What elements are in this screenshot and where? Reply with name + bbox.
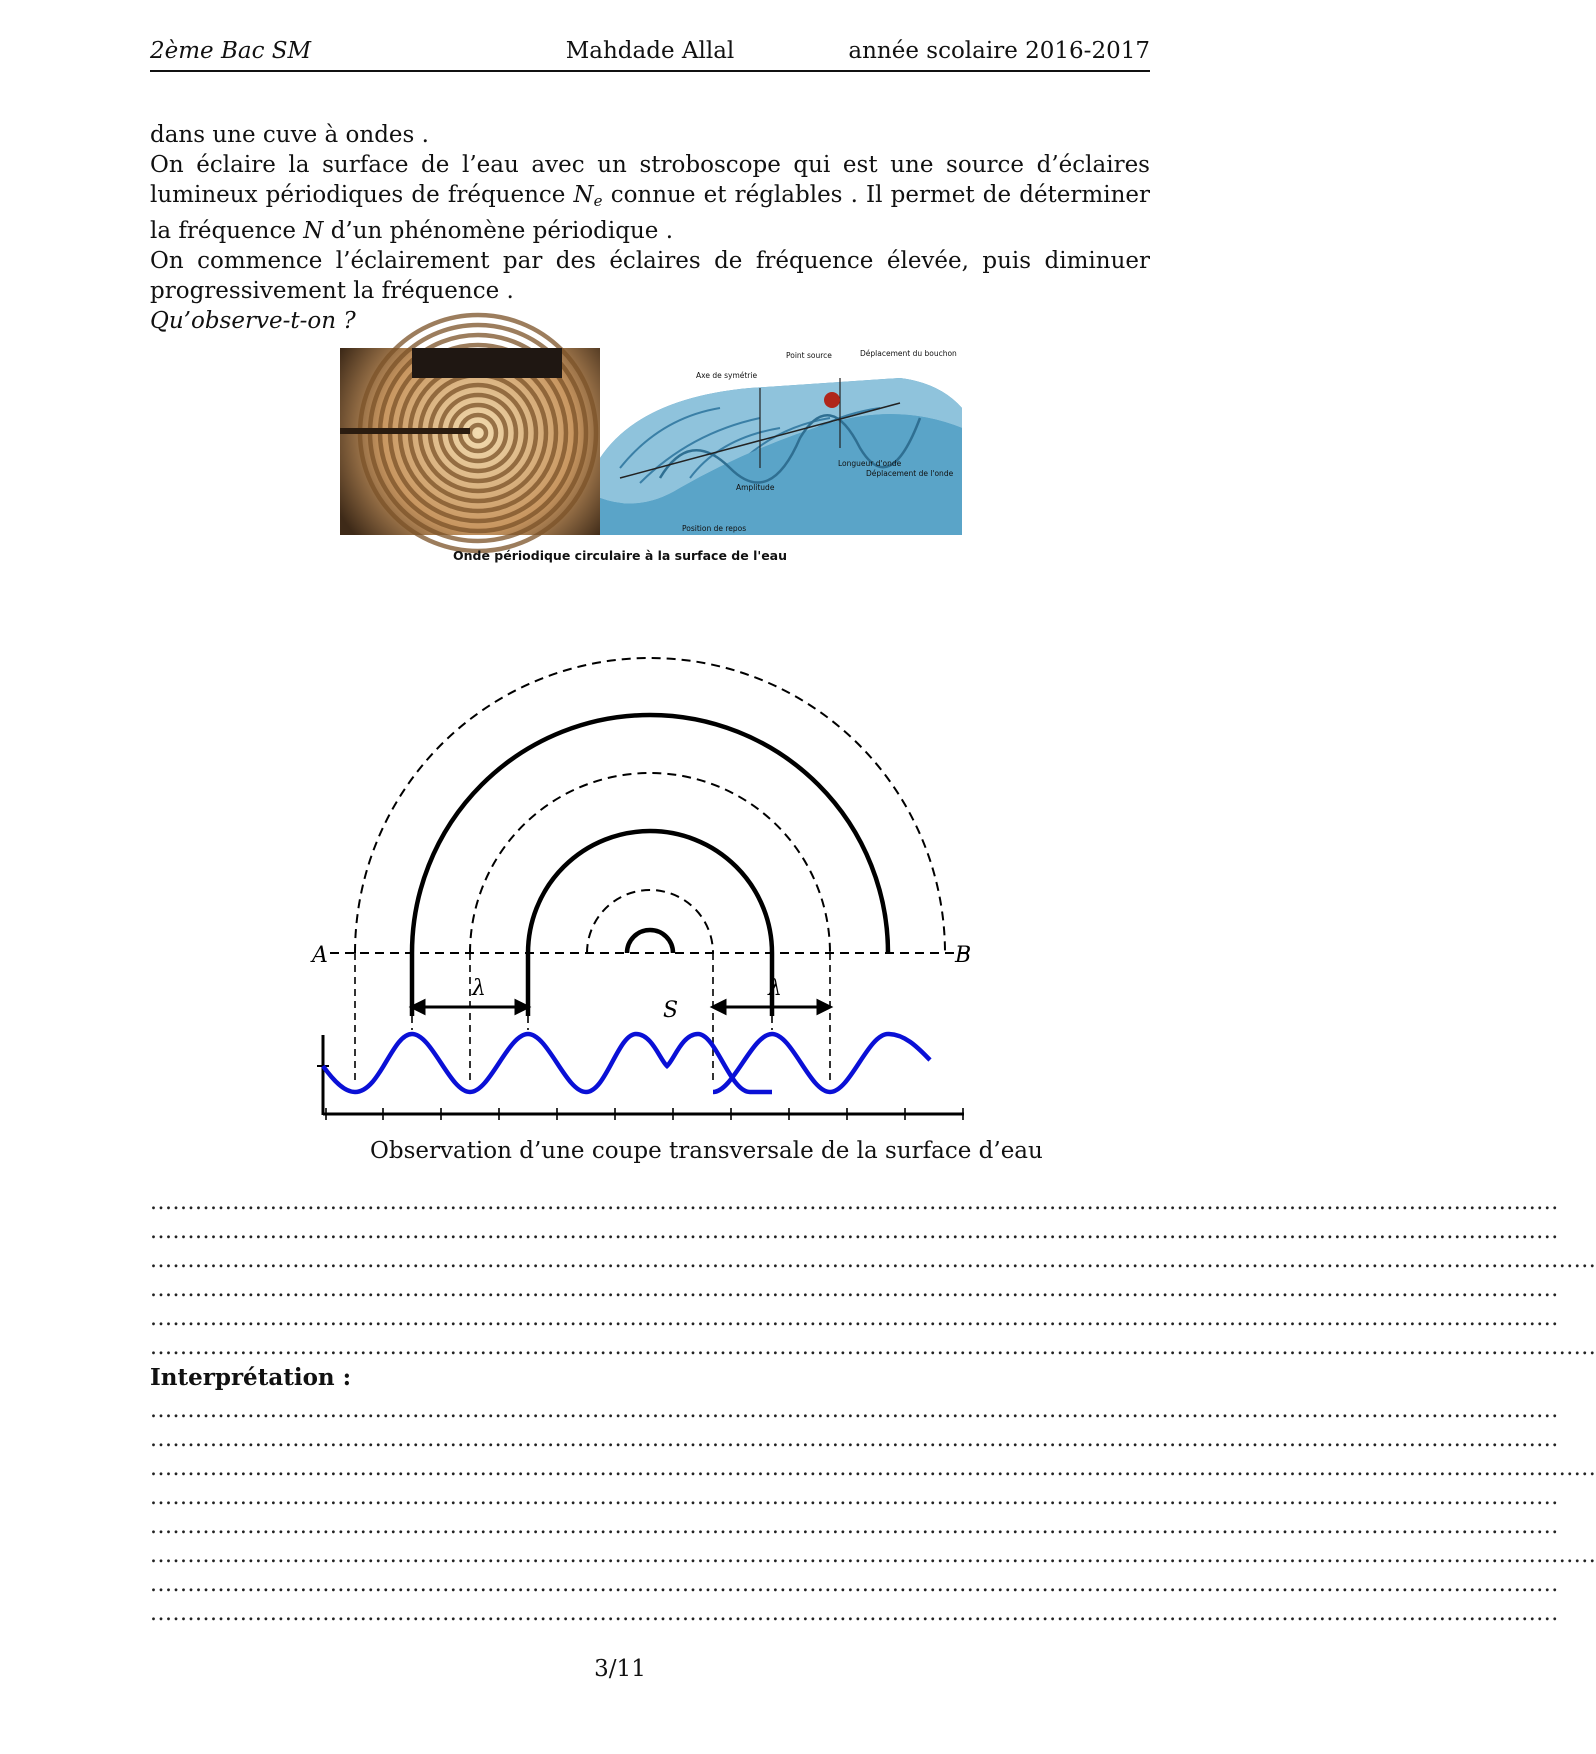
label-position-repos: Position de repos [682, 524, 747, 533]
label-longueur-onde: Longueur d'onde [838, 459, 902, 468]
dashed-trough-middle [470, 773, 830, 953]
answer-line[interactable]: ............................................................................................................................................................................................ [150, 1514, 1559, 1539]
answer-line[interactable]: ................................................................................................................................................................................................. [150, 1456, 1596, 1481]
answer-line[interactable]: ............................................................................................................................................................................................ [150, 1277, 1559, 1302]
header-rule [150, 70, 1150, 72]
answer-line[interactable]: ............................................................................................................................................................................................ [150, 1219, 1559, 1244]
label-A: A [312, 943, 328, 968]
header-author: Mahdade Allal [565, 38, 735, 64]
answer-line[interactable]: ............................................................................................................................................................................................ [150, 1601, 1559, 1626]
answer-line[interactable]: ................................................................................................................................................................................................. [150, 1248, 1596, 1273]
label-point-source: Point source [786, 351, 832, 360]
answer-line[interactable]: ............................................................................................................................................................................................ [150, 1306, 1559, 1331]
label-B: B [955, 943, 972, 968]
photo-pair [340, 348, 962, 535]
lambda-left: λ [472, 976, 486, 1001]
answer-line[interactable]: ................................................................................................................................................................................................. [150, 1543, 1596, 1568]
intro-text [150, 120, 1150, 336]
answer-line[interactable]: ............................................................................................................................................................................................ [150, 1427, 1559, 1452]
intro-paragraph-1: dans une cuve à ondes . [150, 122, 429, 148]
crest-source [627, 930, 673, 953]
ripple-tank-photo [340, 348, 600, 535]
surface-profile-curve [323, 1034, 772, 1092]
photo-caption: Onde périodique circulaire à la surface de l'eau [452, 548, 787, 563]
dashed-trough-outer [355, 658, 945, 953]
question: Qu’observe-t-on ? [150, 308, 356, 334]
label-deplacement-onde: Déplacement de l'onde [866, 469, 954, 478]
wave-diagram [300, 620, 1020, 1144]
answer-line[interactable]: ............................................................................................................................................................................................ [150, 1485, 1559, 1510]
intro-paragraph-2: On éclaire la surface de l’eau avec un stroboscope qui est une source d’éclaires lumineux périodiques de fréquence $N_e$ connue et réglables . Il permet de déterminer la fréquence N d’un phénomène périodique . [150, 152, 1150, 244]
answer-line[interactable]: ................................................................................................................................................................................................. [150, 1335, 1596, 1360]
label-amplitude: Amplitude [736, 483, 775, 492]
answer-line[interactable]: ............................................................................................................................................................................................ [150, 1190, 1559, 1215]
lambda-right: λ [768, 976, 782, 1001]
interpretation-title: Interprétation : [150, 1364, 352, 1391]
page-number: 3/11 [594, 1656, 646, 1682]
header-class: 2ème Bac SM [150, 38, 312, 64]
page-header [150, 38, 1150, 70]
label-axe-symetrie: Axe de symétrie [696, 371, 758, 380]
crest-outer [412, 715, 888, 953]
label-deplacement-bouchon: Déplacement du bouchon [860, 349, 957, 358]
header-school-year: année scolaire 2016-2017 [848, 38, 1150, 64]
answer-line[interactable]: ............................................................................................................................................................................................ [150, 1572, 1559, 1597]
answer-line[interactable]: ............................................................................................................................................................................................ [150, 1398, 1559, 1423]
observation-caption: Observation d’une coupe transversale de la surface d’eau [370, 1138, 1043, 1164]
intro-paragraph-3: On commence l’éclairement par des éclaires de fréquence élevée, puis diminuer progressivement la fréquence . [150, 248, 1150, 304]
label-S: S [663, 998, 679, 1023]
observation-answer-lines [150, 1188, 1596, 1362]
dashed-trough-inner [587, 890, 713, 953]
interpretation-answer-lines [150, 1396, 1596, 1628]
crest-middle [528, 831, 772, 953]
wave-3d-illustration [600, 348, 962, 535]
